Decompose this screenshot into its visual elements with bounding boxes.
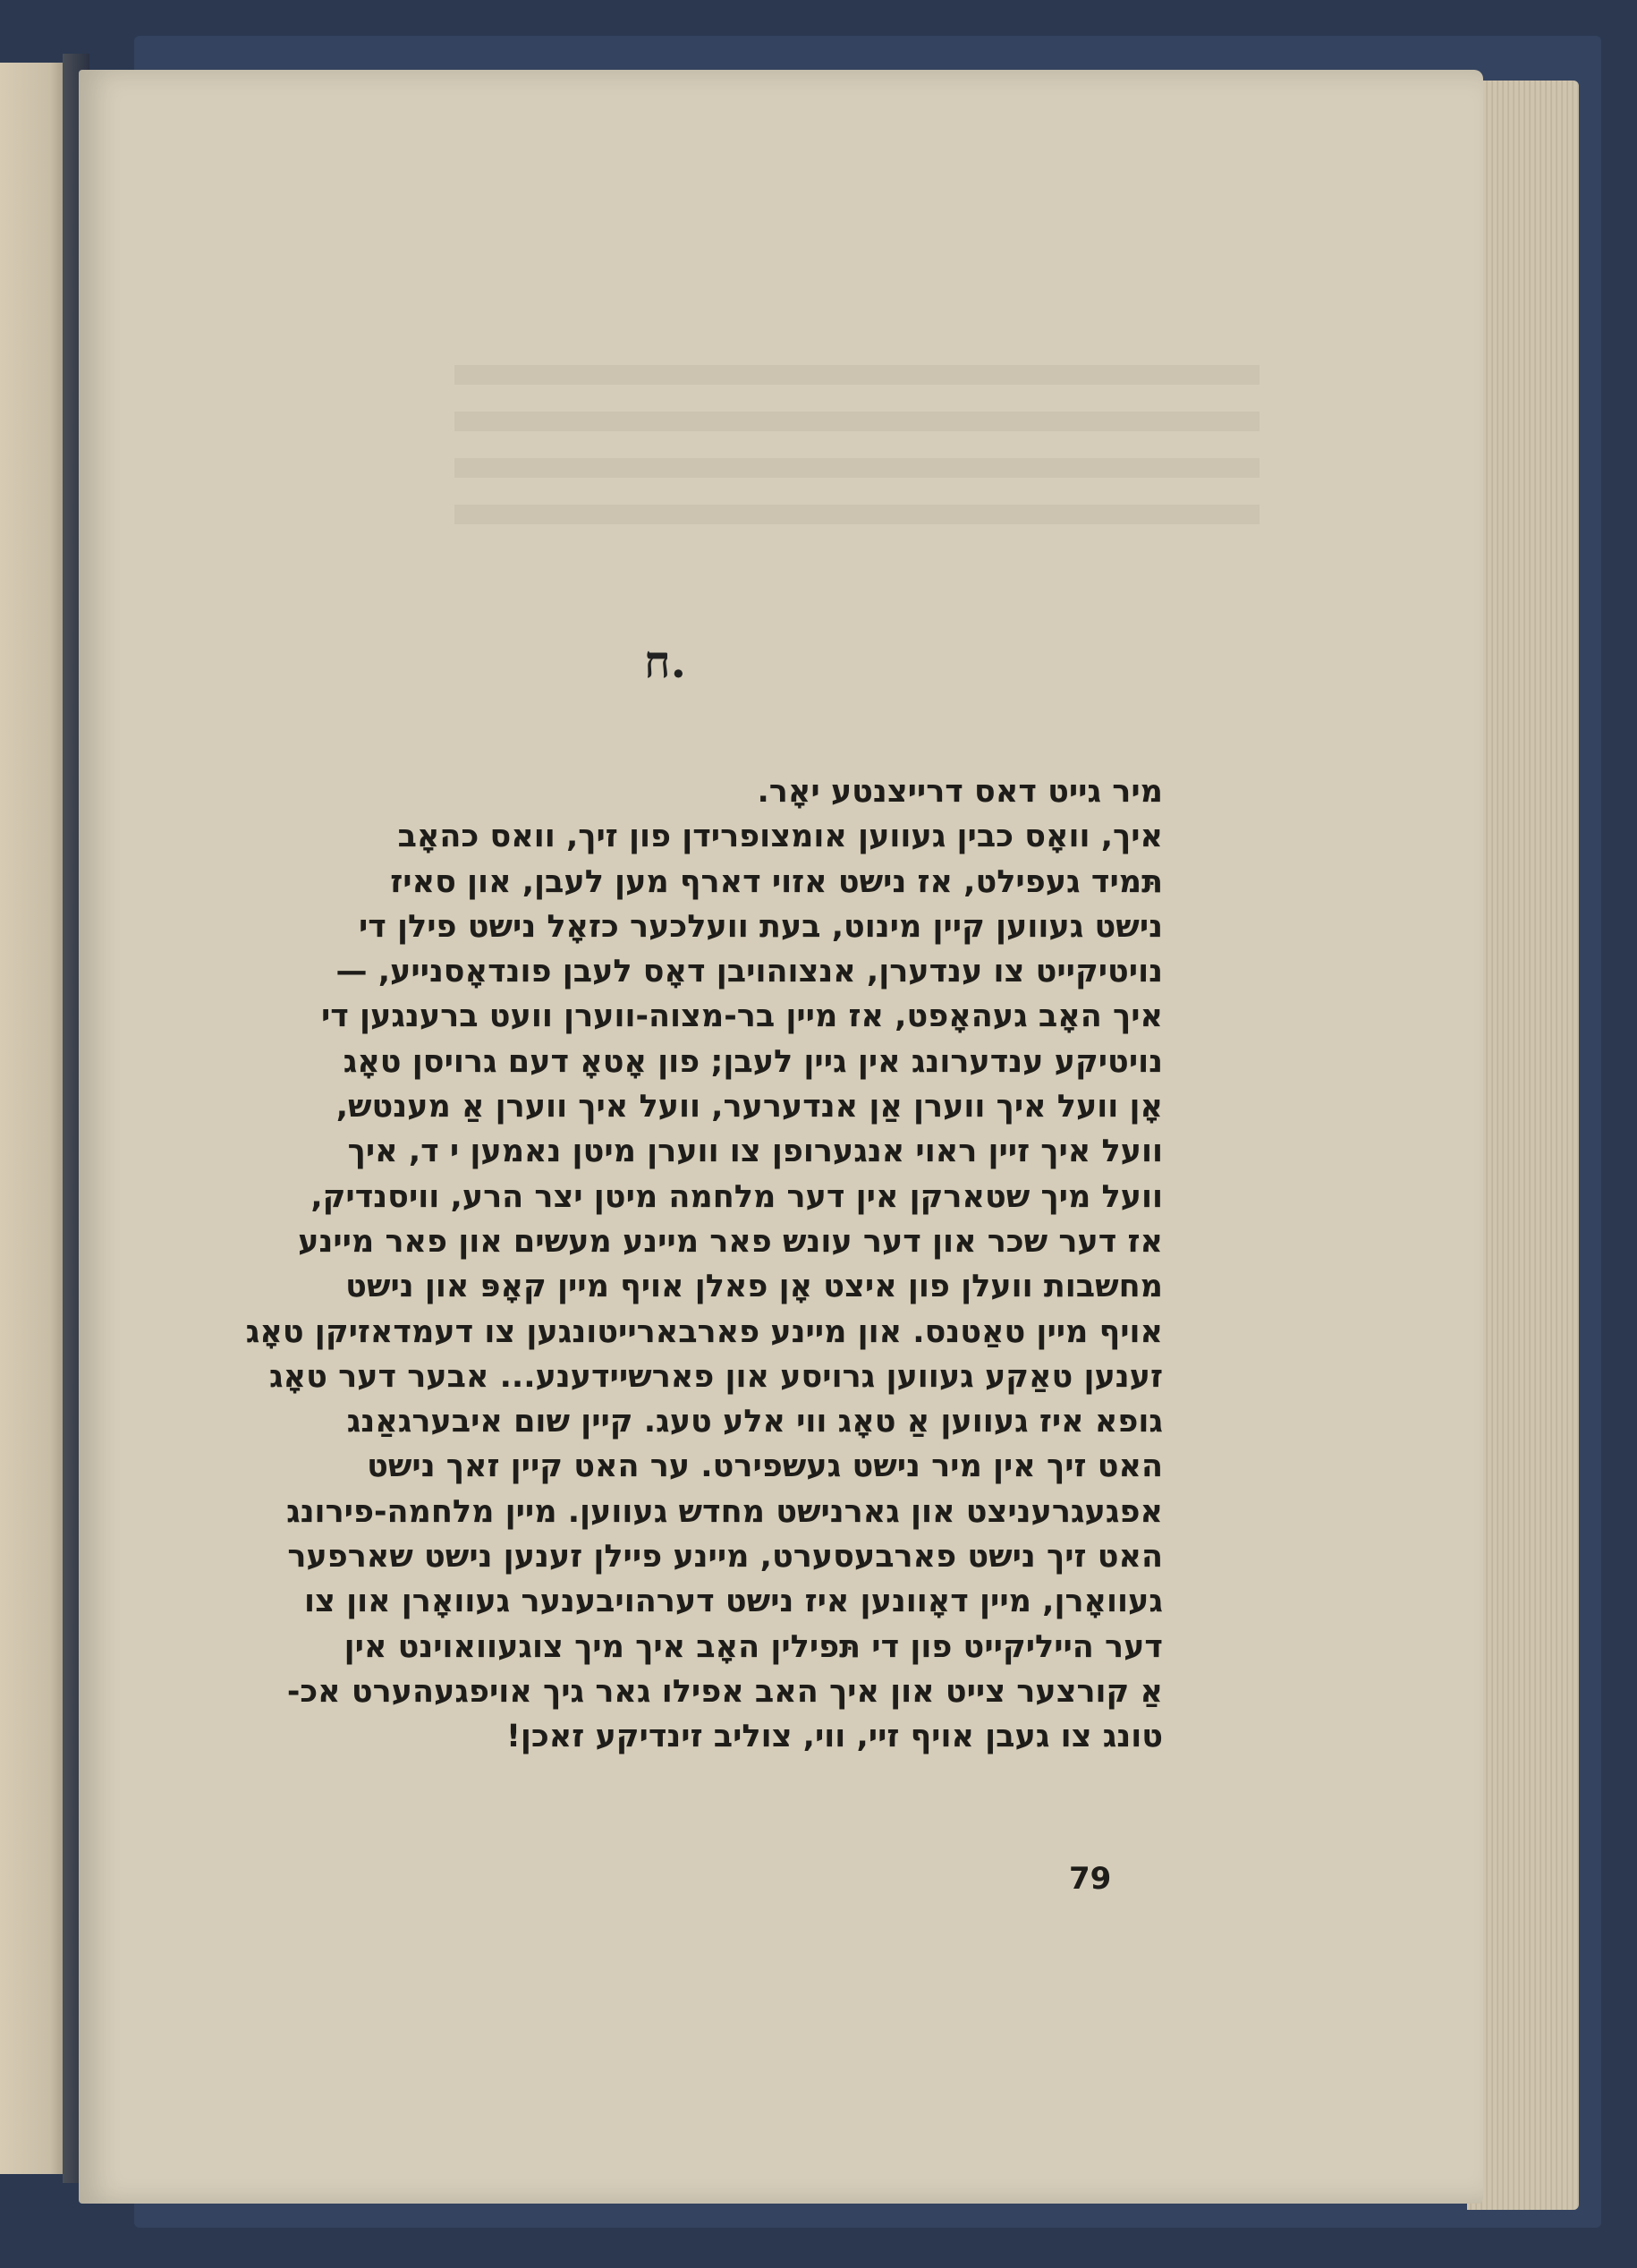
page-number: 79 [1069, 1861, 1112, 1897]
text-line: נויטיקע ענדערונג אין גיין לעבן; פון אָטאָ דעם גרויסן טאָג [343, 1043, 1163, 1080]
text-line: אז דער שכר און דער עונש פאר מיינע מעשים און פאר מיינע [298, 1223, 1163, 1260]
text-line: וועל מיך שטארקן אין דער מלחמה מיטן יצר הרע, וויסנדיק, [310, 1178, 1163, 1215]
text-line: אַ קורצער צייט און איך האב אפילו גאר גיך אויפגעהערט אכ- [286, 1673, 1163, 1710]
text-line: מיר גייט דאס דרייצנטע יאָר. [757, 774, 1163, 810]
text-line: גופא איז געווען אַ טאָג ווי אלע טעג. קיין שום איבערגאַנג [346, 1404, 1163, 1440]
text-line: נויטיקייט צו ענדערן, אנצוהויבן דאָס לעבן פונדאָסנייע, — [335, 954, 1163, 990]
text-line: תּמיד געפילט, אז נישט אזוי דארף מען לעבן, און סאיז [390, 863, 1163, 900]
text-line: אויף מיין טאַטנס. און מיינע פארבארייטונגען צו דעמדאזיקן טאָג [245, 1313, 1163, 1350]
bleed-through-text [454, 338, 1260, 642]
text-line: איך, וואָס כבין געווען אומצופרידן פון זיך, וואס כהאָב [397, 819, 1163, 855]
text-line: האט זיך נישט פארבעסערט, מיינע פיילן זענען נישט שארפער [287, 1539, 1163, 1576]
left-page-edge [0, 63, 72, 2174]
text-line: איך האָב געהאָפט, אז מיין בר-מצוה-ווערן וועט ברענגען די [320, 998, 1163, 1035]
text-line: האט זיך אין מיר נישט געשפירט. ער האט קיין זאך נישט [367, 1448, 1163, 1485]
text-line: נישט געווען קיין מינוט, בעת וועלכער כזאָל נישט פילן די [358, 908, 1163, 945]
text-line: טונג צו געבן אויף זיי, ווי, צוליב זינדיקע זאכן! [505, 1719, 1163, 1755]
text-line: מחשבות וועלן פון איצט אָן פאלן אויף מיין קאָפּ און נישט [345, 1269, 1163, 1305]
text-line: אפגעגרעניצט און גארנישט מחדש געווען. מיין מלחמה-פירונג [286, 1493, 1163, 1530]
chapter-heading: ח. [644, 635, 687, 688]
page-stack-edge [1467, 81, 1579, 2210]
text-line: דער הייליקייט פון די תּפילין האָב איך מיך צוגעוואוינט אין [344, 1628, 1163, 1665]
text-line: וועל איך זיין ראוי אנגערופן צו ווערן מיטן נאמען י ד, איך [347, 1134, 1163, 1170]
body-text [188, 769, 1163, 1760]
text-line: זענען טאַקע געווען גרויסע און פארשיידענע... אבער דער טאָג [269, 1358, 1163, 1395]
text-line: געוואָרן, מיין דאָוונען איז נישט דערהויבענער געוואָרן און צו [304, 1584, 1163, 1620]
text-line: אָן וועל איך ווערן אַן אנדערער, וועל איך ווערן אַ מענטש, [335, 1089, 1163, 1126]
